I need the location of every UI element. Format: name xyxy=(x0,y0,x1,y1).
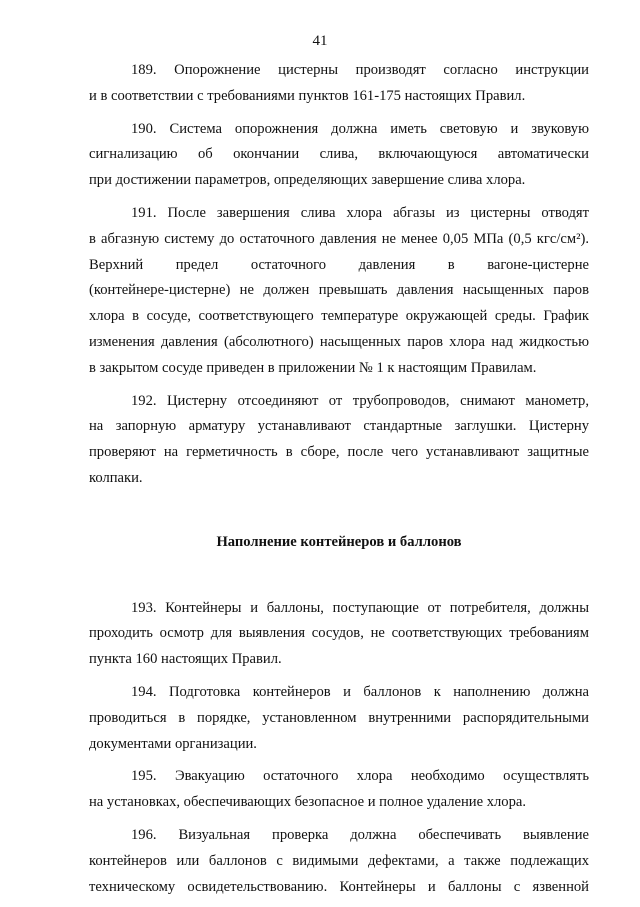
paragraph-191 xyxy=(89,201,589,382)
paragraph-line: проходить осмотр для выявления сосудов, не соответствующих требованиям xyxy=(89,625,589,642)
paragraph-194 xyxy=(89,680,589,757)
paragraph-line: в закрытом сосуде приведен в приложении № 1 к настоящим Правилам. xyxy=(89,359,537,376)
paragraph-line: 192. Цистерну отсоединяют от трубопроводов, снимают манометр, xyxy=(131,392,589,409)
paragraph-line: 190. Система опорожнения должна иметь световую и звуковую xyxy=(131,120,589,137)
paragraph-line: контейнеров или баллонов с видимыми дефектами, а также подлежащих xyxy=(89,852,589,869)
page-number: 41 xyxy=(312,33,328,49)
paragraph-195 xyxy=(89,764,589,816)
paragraph-line: колпаки. xyxy=(89,469,143,486)
paragraph-line: пункта 160 настоящих Правил. xyxy=(89,651,282,668)
paragraph-189 xyxy=(89,58,589,110)
paragraph-line: (контейнере-цистерне) не должен превышать давления насыщенных паров xyxy=(89,282,589,299)
paragraph-line: 193. Контейнеры и баллоны, поступающие от потребителя, должны xyxy=(131,599,589,616)
paragraph-line: хлора в сосуде, соответствующего температуре окружающей среды. График xyxy=(89,308,589,325)
paragraph-line: на запорную арматуру устанавливают стандартные заглушки. Цистерну xyxy=(89,418,589,435)
paragraph-line: сигнализацию об окончании слива, включающуюся автоматически xyxy=(89,146,589,163)
paragraph-line: изменения давления (абсолютного) насыщенных паров хлора над жидкостью xyxy=(89,333,589,350)
paragraph-line: документами организации. xyxy=(89,735,257,752)
paragraph-line: и в соответствии с требованиями пунктов 161-175 настоящих Правил. xyxy=(89,87,526,104)
paragraph-line: Верхний предел остаточного давления в вагоне-цистерне xyxy=(89,256,589,273)
paragraph-line: 195. Эвакуацию остаточного хлора необходимо осуществлять xyxy=(131,768,589,785)
paragraph-192 xyxy=(89,389,589,492)
paragraph-line: техническому освидетельствованию. Контейнеры и баллоны с язвенной xyxy=(89,878,589,895)
paragraph-line: 189. Опорожнение цистерны производят согласно инструкции xyxy=(131,62,589,78)
paragraph-190 xyxy=(89,117,589,194)
paragraph-line: проверяют на герметичность в сборе, после чего устанавливают защитные xyxy=(89,444,589,461)
document-body xyxy=(89,58,589,907)
paragraph-line: проводиться в порядке, установленном внутренними распорядительными xyxy=(89,709,589,726)
paragraph-193 xyxy=(89,596,589,673)
section-heading: Наполнение контейнеров и баллонов xyxy=(216,533,462,550)
paragraphs-top xyxy=(89,58,589,492)
paragraph-line: при достижении параметров, определяющих завершение слива хлора. xyxy=(89,172,526,189)
paragraph-line: в абгазную систему до остаточного давления не менее 0,05 МПа (0,5 кгс/см²). xyxy=(89,230,589,247)
paragraph-196 xyxy=(89,823,589,900)
paragraph-line: 194. Подготовка контейнеров и баллонов к наполнению должна xyxy=(131,683,589,700)
paragraphs-bottom xyxy=(89,596,589,901)
paragraph-line: на установках, обеспечивающих безопасное и полное удаление хлора. xyxy=(89,794,526,811)
paragraph-line: 196. Визуальная проверка должна обеспечивать выявление xyxy=(131,826,589,843)
paragraph-line: 191. После завершения слива хлора абгазы из цистерны отводят xyxy=(131,204,589,221)
